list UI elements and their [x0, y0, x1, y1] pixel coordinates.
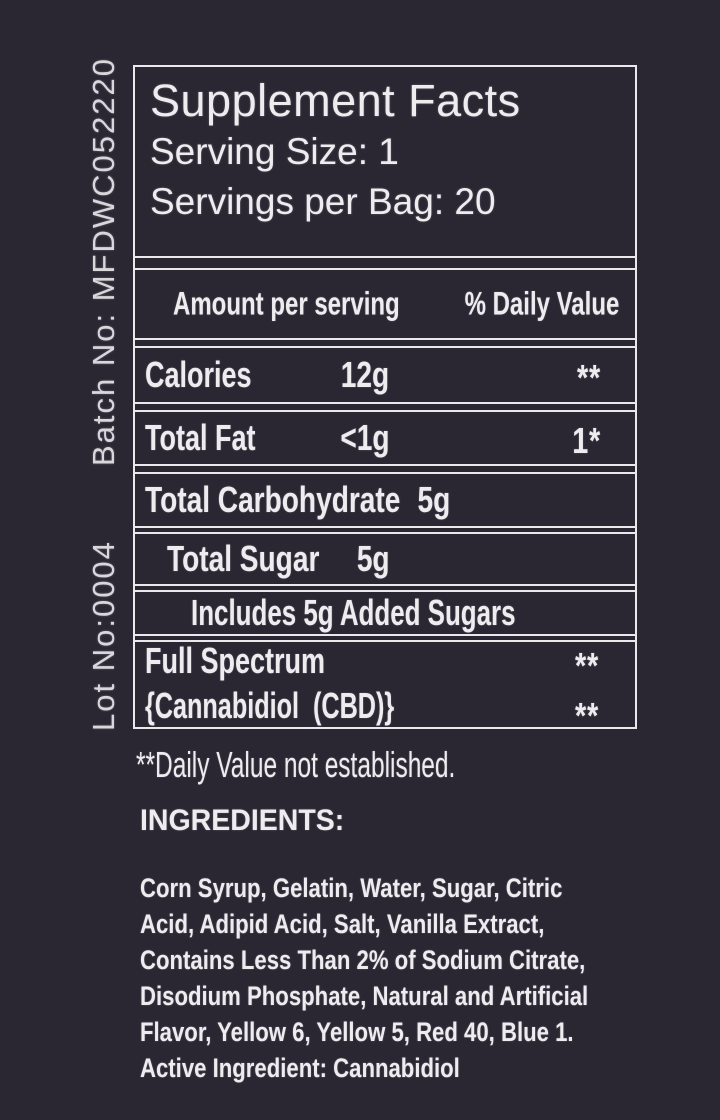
supplement-facts-panel — [133, 65, 637, 736]
row-full-spectrum-cbd — [135, 642, 635, 735]
row-total-fat — [135, 412, 635, 464]
ingredients-line: Corn Syrup, Gelatin, Water, Sugar, Citric — [140, 873, 563, 903]
row-total-sugar — [135, 534, 635, 584]
row-calories — [135, 348, 635, 402]
full-spectrum-label: Full Spectrum — [145, 640, 326, 681]
row-added-sugars — [135, 592, 635, 634]
ingredients-line: Disodium Phosphate, Natural and Artificial — [140, 981, 589, 1011]
separator — [135, 526, 635, 534]
total-fat-label: Total Fat — [145, 417, 256, 458]
total-carbohydrate-amount: 5g — [417, 479, 451, 520]
total-fat-daily-value: 1* — [572, 419, 601, 461]
total-sugar-amount: 5g — [356, 538, 390, 579]
column-header-row — [135, 270, 635, 338]
added-sugars-label: Includes 5g Added Sugars — [191, 592, 516, 633]
full-spectrum-daily-value: ** — [574, 645, 599, 686]
daily-value-footnote: **Daily Value not established. — [136, 744, 456, 785]
serving-size: Serving Size: 1 — [150, 131, 399, 172]
total-fat-amount: <1g — [340, 417, 390, 458]
separator — [135, 402, 635, 412]
ingredients-paragraph — [140, 870, 588, 1086]
row-total-carbohydrate — [135, 474, 635, 526]
cannabidiol-cbd-label: {Cannabidiol (CBD)} — [145, 685, 395, 726]
servings-per-bag: Servings per Bag: 20 — [150, 181, 496, 222]
separator — [135, 256, 635, 270]
panel-header — [135, 75, 635, 256]
batch-number-vertical-text: Batch No: MFDWC052220 — [86, 57, 121, 466]
ingredients-line: Acid, Adipid Acid, Salt, Vanilla Extract, — [140, 909, 545, 939]
calories-label: Calories — [145, 354, 252, 395]
separator — [135, 338, 635, 348]
total-sugar-label: Total Sugar — [167, 538, 320, 579]
separator — [135, 584, 635, 592]
column-header-daily-value: % Daily Value — [464, 285, 619, 322]
calories-amount: 12g — [340, 354, 390, 395]
cannabidiol-cbd-daily-value: ** — [574, 695, 599, 736]
ingredients-line: Active Ingredient: Cannabidiol — [140, 1053, 460, 1083]
column-header-amount: Amount per serving — [173, 285, 400, 322]
total-carbohydrate-label: Total Carbohydrate — [145, 479, 401, 520]
ingredients-heading: INGREDIENTS: — [140, 804, 345, 837]
separator — [135, 464, 635, 474]
ingredients-line: Flavor, Yellow 6, Yellow 5, Red 40, Blue 1. — [140, 1017, 574, 1047]
lot-number-vertical-text: Lot No:0004 — [86, 540, 121, 731]
panel-title: Supplement Facts — [150, 75, 521, 126]
ingredients-line: Contains Less Than 2% of Sodium Citrate, — [140, 945, 586, 975]
calories-daily-value: ** — [576, 356, 601, 398]
